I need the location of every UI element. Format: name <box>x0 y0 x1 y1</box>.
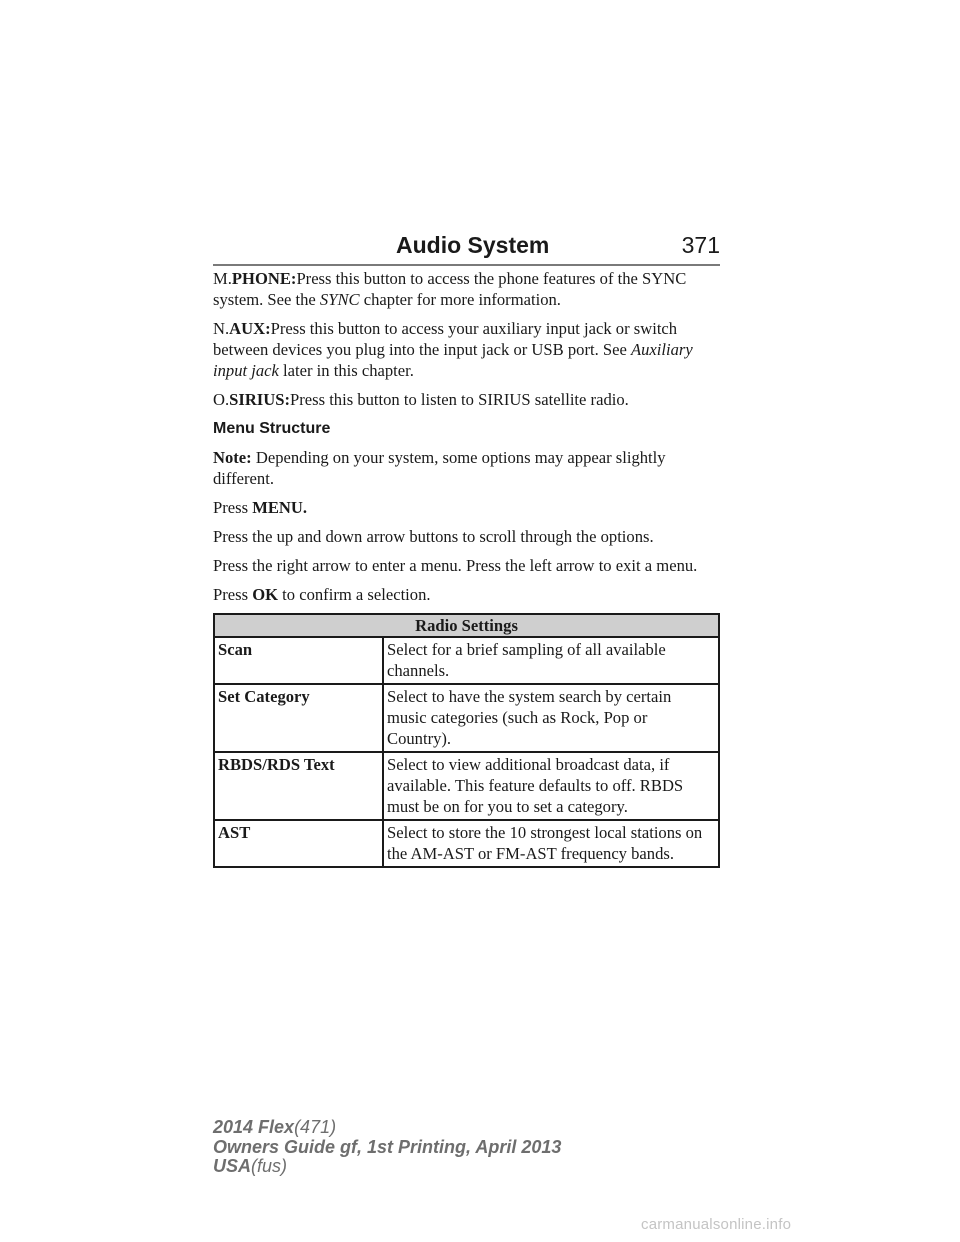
press-ok-instruction: Press OK to confirm a selection. <box>213 585 431 604</box>
header-divider <box>213 264 720 266</box>
setting-name: AST <box>214 820 383 867</box>
footer-printing-line: Owners Guide gf, 1st Printing, April 2013 <box>213 1136 562 1157</box>
radio-settings-table <box>213 613 720 868</box>
table-row <box>214 637 719 684</box>
list-item-sirius: O.SIRIUS:Press this button to listen to SIRIUS satellite radio. <box>213 390 629 409</box>
table-row <box>214 684 719 752</box>
cross-reference: SYNC <box>319 290 360 309</box>
subsection-heading: Menu Structure <box>213 420 331 437</box>
table-row <box>214 752 719 820</box>
setting-description: Select to have the system search by certain music categories (such as Rock, Pop or Country). <box>383 684 719 752</box>
page-content <box>213 268 720 868</box>
arrow-instruction: Press the right arrow to enter a menu. Press the left arrow to exit a menu. <box>213 556 698 575</box>
setting-description: Select for a brief sampling of all available channels. <box>383 637 719 684</box>
note-paragraph: Note: Depending on your system, some options may appear slightly different. <box>213 448 666 488</box>
table-header-row <box>214 614 719 637</box>
setting-description: Select to view additional broadcast data, if available. This feature defaults to off. RBDS must be on for you to set a category. <box>383 752 719 820</box>
section-title: Audio System <box>396 232 550 258</box>
footer-model-line: 2014 Flex(471) <box>213 1117 337 1137</box>
setting-name: Scan <box>214 637 383 684</box>
page-header <box>213 228 720 264</box>
cross-reference: Auxiliary input jack <box>213 340 693 380</box>
page-footer <box>213 1118 561 1177</box>
page-number: 371 <box>681 232 720 258</box>
scroll-instruction: Press the up and down arrow buttons to scroll through the options. <box>213 527 654 546</box>
setting-name: RBDS/RDS Text <box>214 752 383 820</box>
footer-region-line: USA(fus) <box>213 1156 288 1176</box>
site-watermark: carmanualsonline.info <box>641 1216 792 1233</box>
press-menu-instruction: Press MENU. <box>213 498 308 517</box>
table-row <box>214 820 719 867</box>
list-item-aux: N.AUX:Press this button to access your auxiliary input jack or switch between devices you plug into the input jack or USB port. See Auxiliary input jack later in this chapter. <box>213 319 693 380</box>
table-header: Radio Settings <box>214 614 719 637</box>
setting-name: Set Category <box>214 684 383 752</box>
setting-description: Select to store the 10 strongest local stations on the AM-AST or FM-AST frequency bands. <box>383 820 719 867</box>
list-item-phone: M.PHONE:Press this button to access the phone features of the SYNC system. See the SYNC chapter for more information. <box>213 269 687 309</box>
